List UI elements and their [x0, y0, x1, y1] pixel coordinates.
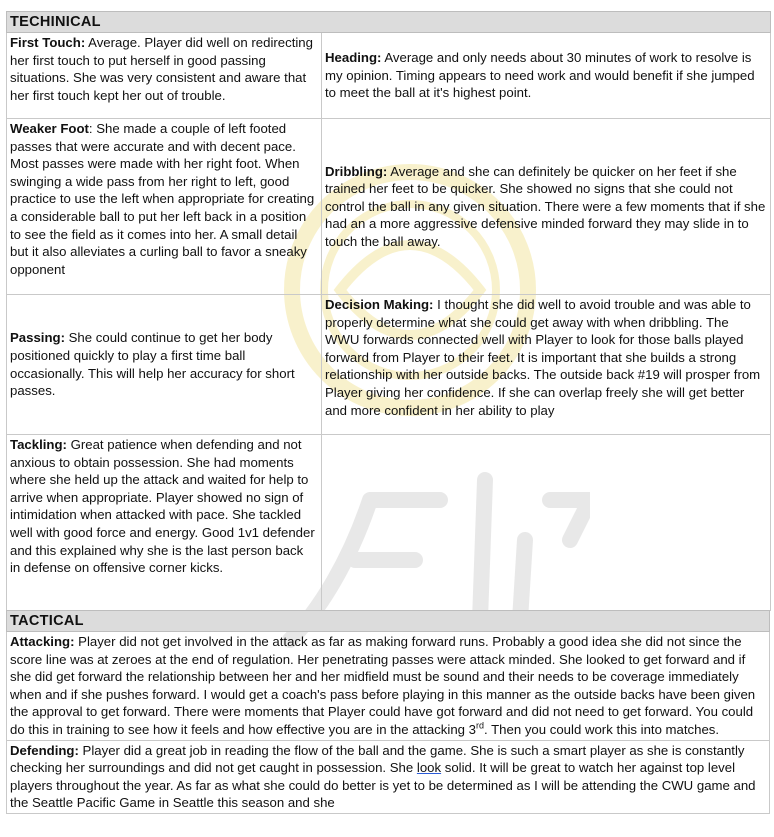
- table-row: [7, 632, 770, 741]
- attacking-label: Attacking:: [10, 634, 75, 649]
- defending-text-a: Player did a great job in reading the flow of the ball and the game. She is such a smart player as she is constantly checking her surroundings and did not get caught in possession. She: [10, 742, 745, 776]
- passing-cell: [7, 295, 322, 435]
- passing-label: Passing:: [10, 330, 65, 346]
- table-row: [7, 740, 770, 813]
- tackling-text: Great patience when defending and not anxious to obtain possession. She had moments where she held up the attack and waited for help to arrive when appropriate. Player showed no sign of intimidation when attacked with pace. She tackled well with good force and energy. Good 1v1 defender and this explained why she is the last person back in defense on offensive corner kicks.: [10, 437, 315, 576]
- technical-table: [6, 11, 771, 611]
- table-row: [7, 295, 771, 435]
- defending-cell: [7, 740, 770, 813]
- passing-text: She could continue to get her body positioned quickly to play a first time ball occasionally. This will help her accuracy for short passes.: [10, 330, 295, 399]
- weaker-foot-text: : She made a couple of left footed passes that were accurate and with decent pace. Most passes were made with her right foot. When swinging a wide pass from her right to left, good practice to use the left when appropriate for creating a considerable ball to put her left back in a position to see the field as it comes into her. A small detail but it also alleviates a curling ball to favor a sneaky opponent: [10, 121, 315, 277]
- table-row: [7, 119, 771, 295]
- empty-cell: [322, 435, 771, 611]
- ordinal-suffix: rd: [476, 720, 485, 731]
- weaker-foot-cell: [7, 119, 322, 295]
- first-touch-text: Average. Player did well on redirecting her first touch to put herself in good passing situations. She was very consistent and aware that her first touch kept her out of trouble.: [10, 35, 313, 103]
- attacking-text-end: . Then you could work this into matches.: [484, 721, 720, 737]
- table-row: [7, 33, 771, 119]
- weaker-foot-label: Weaker Foot: [10, 121, 89, 136]
- tackling-label: Tackling:: [10, 437, 67, 452]
- table-row: [7, 435, 771, 611]
- attacking-text: Player did not get involved in the attack as far as making forward runs. Probably a good idea she did not since the score line was at zeroes at the end of regulation. Her penetrating passes were attack minded. She looked to get forward and if she did get forward the relationship between her and her midfield must be sound and their needs to be coverage immediately when and if she pushes forward. I would get a coach's pass before playing in this manner as the outside backs have been given the approval to get forward. There were moments that Player could have got forward and did not need to get forward. You could do this in training to see how it feels and how effective you are in the attacking 3: [10, 634, 756, 737]
- spellcheck-underlined-word: look: [416, 760, 442, 776]
- dribbling-label: Dribbling:: [325, 163, 388, 179]
- technical-header-row: [7, 12, 771, 33]
- technical-header: TECHINICAL: [7, 12, 771, 33]
- heading-cell: [322, 33, 771, 119]
- heading-text: Average and only needs about 30 minutes of work to resolve is my opinion. Timing appears to need work and would benefit if she jumped to meet the ball at it's highest point.: [325, 50, 755, 101]
- heading-label: Heading:: [325, 50, 382, 66]
- decision-making-cell: [322, 295, 771, 435]
- defending-label: Defending:: [10, 742, 79, 758]
- attacking-cell: [7, 632, 770, 741]
- decision-making-label: Decision Making:: [325, 297, 434, 312]
- defending-text-b: solid. It will be great to watch her against top level players throughout the year. As far as what she could do better is yet to be determined as I will be attending the CWU game and the Seattle Pacific Game in Seattle this season and she: [10, 760, 756, 811]
- first-touch-cell: [7, 33, 322, 119]
- dribbling-text: Average and she can definitely be quicker on her feet if she trained her feet to be quicker. She showed no signs that she could not control the ball in any given situation. There were a few moments that if she had an a more aggressive defensive minded forward they may slide in to touch the ball away.: [325, 163, 766, 249]
- tactical-table: [6, 610, 770, 814]
- evaluation-report: [6, 11, 770, 814]
- tactical-header: TACTICAL: [7, 611, 770, 632]
- first-touch-label: First Touch:: [10, 35, 86, 50]
- tactical-header-row: [7, 611, 770, 632]
- decision-making-text: I thought she did well to avoid trouble and was able to properly determine what she could get away with when dribbling. The WWU forwards connected well with Player to look for those balls played forward from Player to their feet. It is important that she builds a strong relationship with her outside backs. The outside back #19 will prosper from Player giving her confidence. If she can overlap freely she will get better and more confident in her ability to play: [325, 297, 761, 418]
- tackling-cell: [7, 435, 322, 611]
- dribbling-cell: [322, 119, 771, 295]
